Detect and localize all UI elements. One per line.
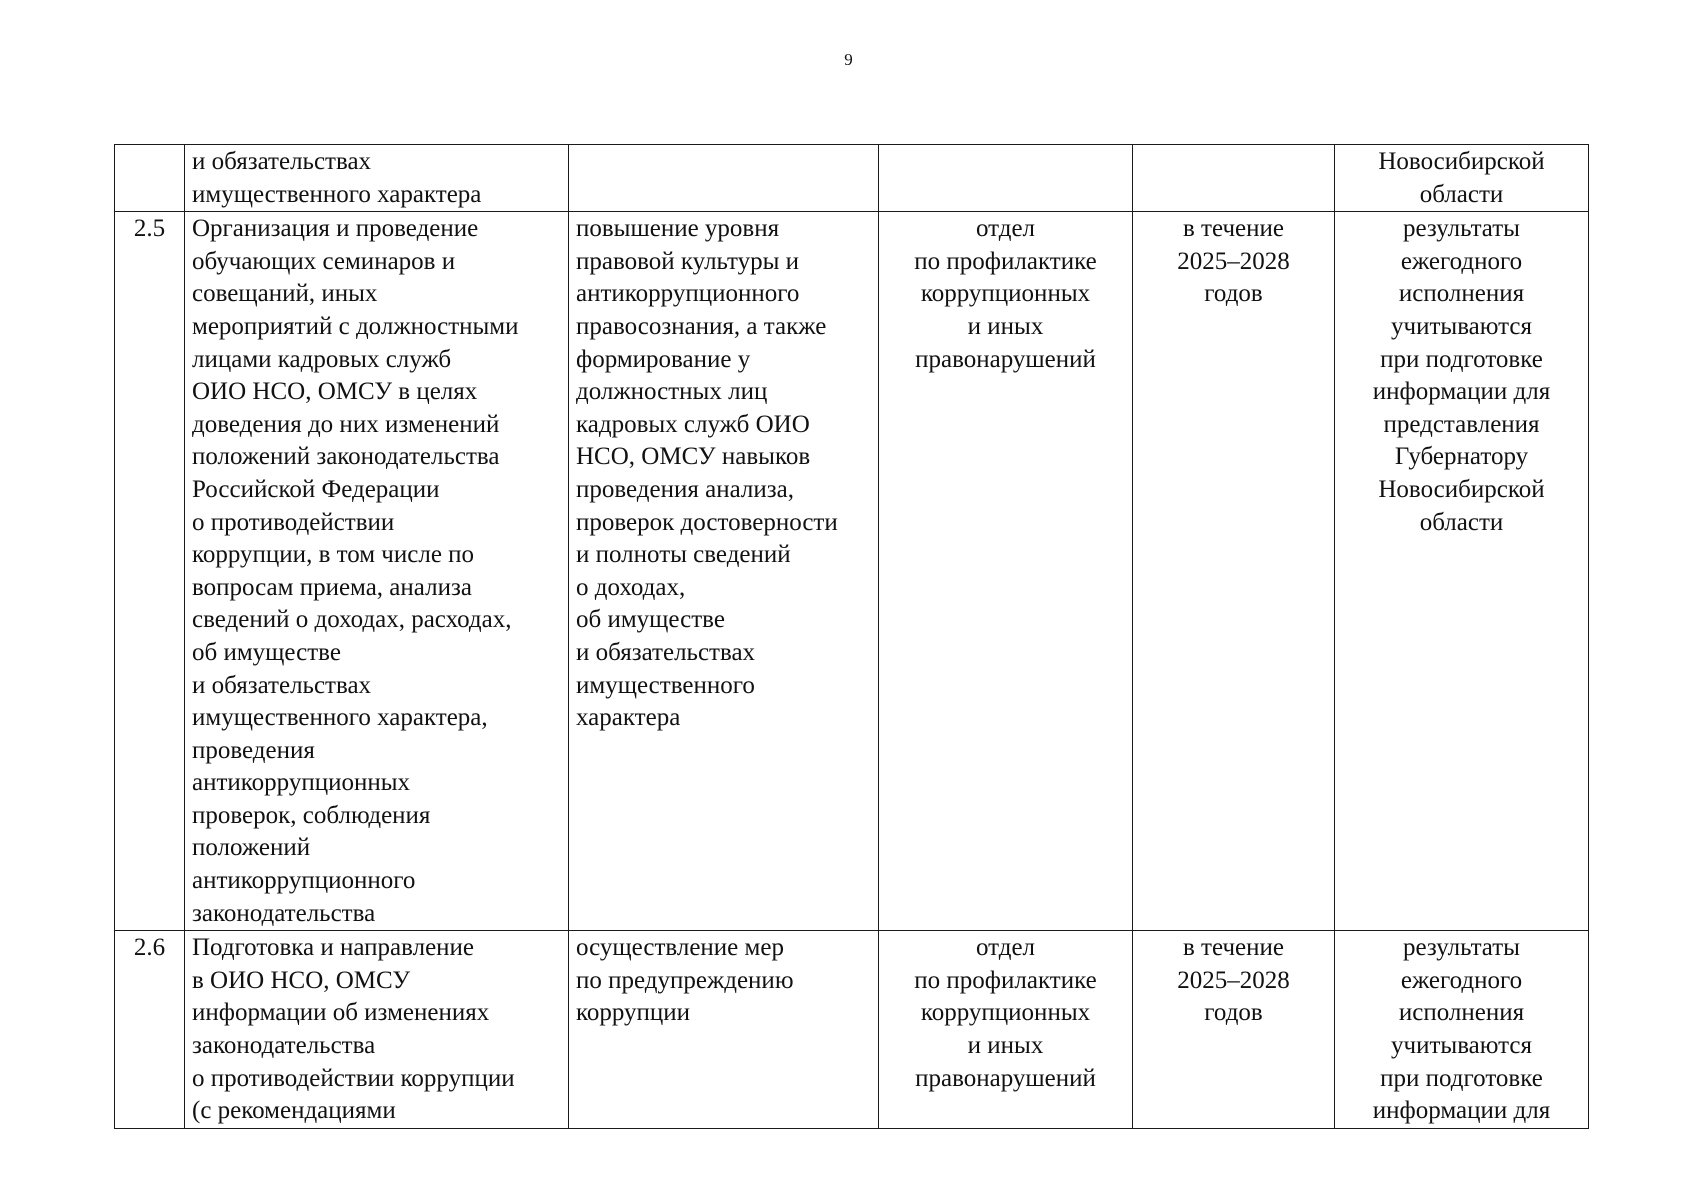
- cell-text-line: 2.6: [133, 934, 166, 962]
- row-number-cell: [115, 931, 185, 1129]
- cell-text-line: об имуществе: [576, 606, 725, 634]
- cell-text-line: (с рекомендациями: [192, 1097, 396, 1125]
- cell-text-line: Российской Федерации: [192, 475, 440, 503]
- cell-text-line: антикоррупционного: [192, 867, 416, 895]
- expected-result-cell: [569, 931, 879, 1129]
- cell-text-line: и обязательствах: [576, 638, 756, 666]
- cell-text-line: повышение уровня: [576, 215, 780, 243]
- indicator-cell: [1335, 212, 1589, 931]
- cell-text-line: Губернатору: [1394, 443, 1529, 471]
- cell-text-line: по профилактике: [914, 247, 1097, 275]
- cell-text-line: результаты: [1403, 215, 1520, 243]
- cell-text-line: лицами кадровых служб: [192, 345, 452, 373]
- cell-text-line: проверок, соблюдения: [192, 801, 431, 829]
- cell-text-line: осуществление мер: [576, 934, 784, 962]
- expected-result-cell: [569, 212, 879, 931]
- cell-text-line: Организация и проведение: [192, 215, 479, 243]
- cell-text-line: имущественного: [576, 671, 755, 699]
- indicator-cell: [1335, 145, 1589, 212]
- measure-cell: [185, 145, 569, 212]
- indicator-cell: [1335, 931, 1589, 1129]
- cell-text-line: коррупционных: [920, 999, 1091, 1027]
- cell-text-line: проведения анализа,: [576, 475, 794, 503]
- cell-text-line: 2025–2028: [1177, 966, 1290, 994]
- cell-text-line: по предупреждению: [576, 966, 794, 994]
- cell-text-line: мероприятий с должностными: [192, 312, 519, 340]
- term-cell: [1133, 931, 1335, 1129]
- cell-text-line: учитываются: [1391, 1032, 1532, 1060]
- cell-text-line: в течение: [1183, 215, 1284, 243]
- cell-text-line: ОИО НСО, ОМСУ в целях: [192, 378, 478, 406]
- cell-text-line: Подготовка и направление: [192, 934, 475, 962]
- cell-text-line: коррупции, в том числе по: [192, 541, 475, 569]
- cell-text-line: исполнения: [1398, 280, 1525, 308]
- executor-cell: [879, 931, 1133, 1129]
- cell-text-line: обучающих семинаров и: [192, 247, 456, 275]
- measure-cell: [185, 212, 569, 931]
- cell-text-line: и иных: [967, 312, 1044, 340]
- cell-text-line: информации для: [1372, 1097, 1551, 1125]
- table-row: [115, 212, 1589, 931]
- cell-text-line: кадровых служб ОИО: [576, 410, 810, 438]
- cell-text-line: 2.5: [133, 215, 166, 243]
- cell-text-line: сведений о доходах, расходах,: [192, 606, 512, 634]
- table-body: [115, 145, 1589, 1129]
- cell-text-line: характера: [576, 704, 681, 732]
- cell-text-line: и обязательствах: [192, 671, 372, 699]
- cell-text-line: годов: [1204, 999, 1263, 1027]
- cell-text-line: и иных: [967, 1032, 1044, 1060]
- cell-text-line: проведения: [192, 736, 315, 764]
- cell-text-line: антикоррупционных: [192, 769, 411, 797]
- expected-result-cell: [569, 145, 879, 212]
- cell-text-line: правонарушений: [915, 1064, 1096, 1092]
- cell-text-line: должностных лиц: [576, 378, 768, 406]
- cell-text-line: исполнения: [1398, 999, 1525, 1027]
- cell-text-line: ежегодного: [1400, 966, 1523, 994]
- term-cell: [1133, 212, 1335, 931]
- page-number: 9: [844, 50, 853, 69]
- cell-text-line: Новосибирской: [1378, 148, 1545, 175]
- cell-text-line: проверок достоверности: [576, 508, 838, 536]
- cell-text-line: в ОИО НСО, ОМСУ: [192, 966, 411, 994]
- cell-text-line: по профилактике: [914, 966, 1097, 994]
- cell-text-line: 2025–2028: [1177, 247, 1290, 275]
- action-plan-table: [114, 144, 1589, 1129]
- cell-text-line: отдел: [975, 215, 1036, 243]
- cell-text-line: положений: [192, 834, 311, 862]
- cell-text-line: о противодействии коррупции: [192, 1064, 515, 1092]
- measure-cell: [185, 931, 569, 1129]
- cell-text-line: имущественного характера,: [192, 704, 488, 732]
- cell-text-line: при подготовке: [1380, 1064, 1543, 1092]
- cell-text-line: годов: [1204, 280, 1263, 308]
- cell-text-line: правовой культуры и: [576, 247, 800, 275]
- term-cell: [1133, 145, 1335, 212]
- cell-text-line: законодательства: [192, 899, 376, 927]
- table-row: [115, 145, 1589, 212]
- cell-text-line: коррупции: [576, 999, 691, 1027]
- cell-text-line: антикоррупционного: [576, 280, 800, 308]
- row-number-cell: [115, 212, 185, 931]
- cell-text-line: законодательства: [192, 1032, 376, 1060]
- cell-text-line: отдел: [975, 934, 1036, 962]
- cell-text-line: правосознания, а также: [576, 312, 827, 340]
- executor-cell: [879, 212, 1133, 931]
- cell-text-line: Новосибирской: [1378, 475, 1545, 503]
- cell-text-line: и полноты сведений: [576, 541, 791, 569]
- table-row: [115, 931, 1589, 1129]
- cell-text-line: результаты: [1403, 934, 1520, 962]
- cell-text-line: формирование у: [576, 345, 751, 373]
- cell-text-line: имущественного характера: [192, 180, 482, 208]
- row-number-cell: [115, 145, 185, 212]
- cell-text-line: в течение: [1183, 934, 1284, 962]
- cell-text-line: информации для: [1372, 378, 1551, 406]
- cell-text-line: совещаний, иных: [192, 280, 378, 308]
- cell-text-line: о противодействии: [192, 508, 395, 536]
- cell-text-line: вопросам приема, анализа: [192, 573, 472, 601]
- cell-text-line: о доходах,: [576, 573, 686, 601]
- cell-text-line: информации об изменениях: [192, 999, 490, 1027]
- cell-text-line: правонарушений: [915, 345, 1096, 373]
- cell-text-line: области: [1419, 180, 1504, 208]
- cell-text-line: коррупционных: [920, 280, 1091, 308]
- cell-text-line: при подготовке: [1380, 345, 1543, 373]
- cell-text-line: ежегодного: [1400, 247, 1523, 275]
- cell-text-line: положений законодательства: [192, 443, 500, 471]
- cell-text-line: НСО, ОМСУ навыков: [576, 443, 811, 471]
- cell-text-line: об имуществе: [192, 638, 341, 666]
- cell-text-line: доведения до них изменений: [192, 410, 500, 438]
- cell-text-line: и обязательствах: [192, 148, 372, 175]
- cell-text-line: представления: [1383, 410, 1540, 438]
- executor-cell: [879, 145, 1133, 212]
- cell-text-line: учитываются: [1391, 312, 1532, 340]
- cell-text-line: области: [1419, 508, 1504, 536]
